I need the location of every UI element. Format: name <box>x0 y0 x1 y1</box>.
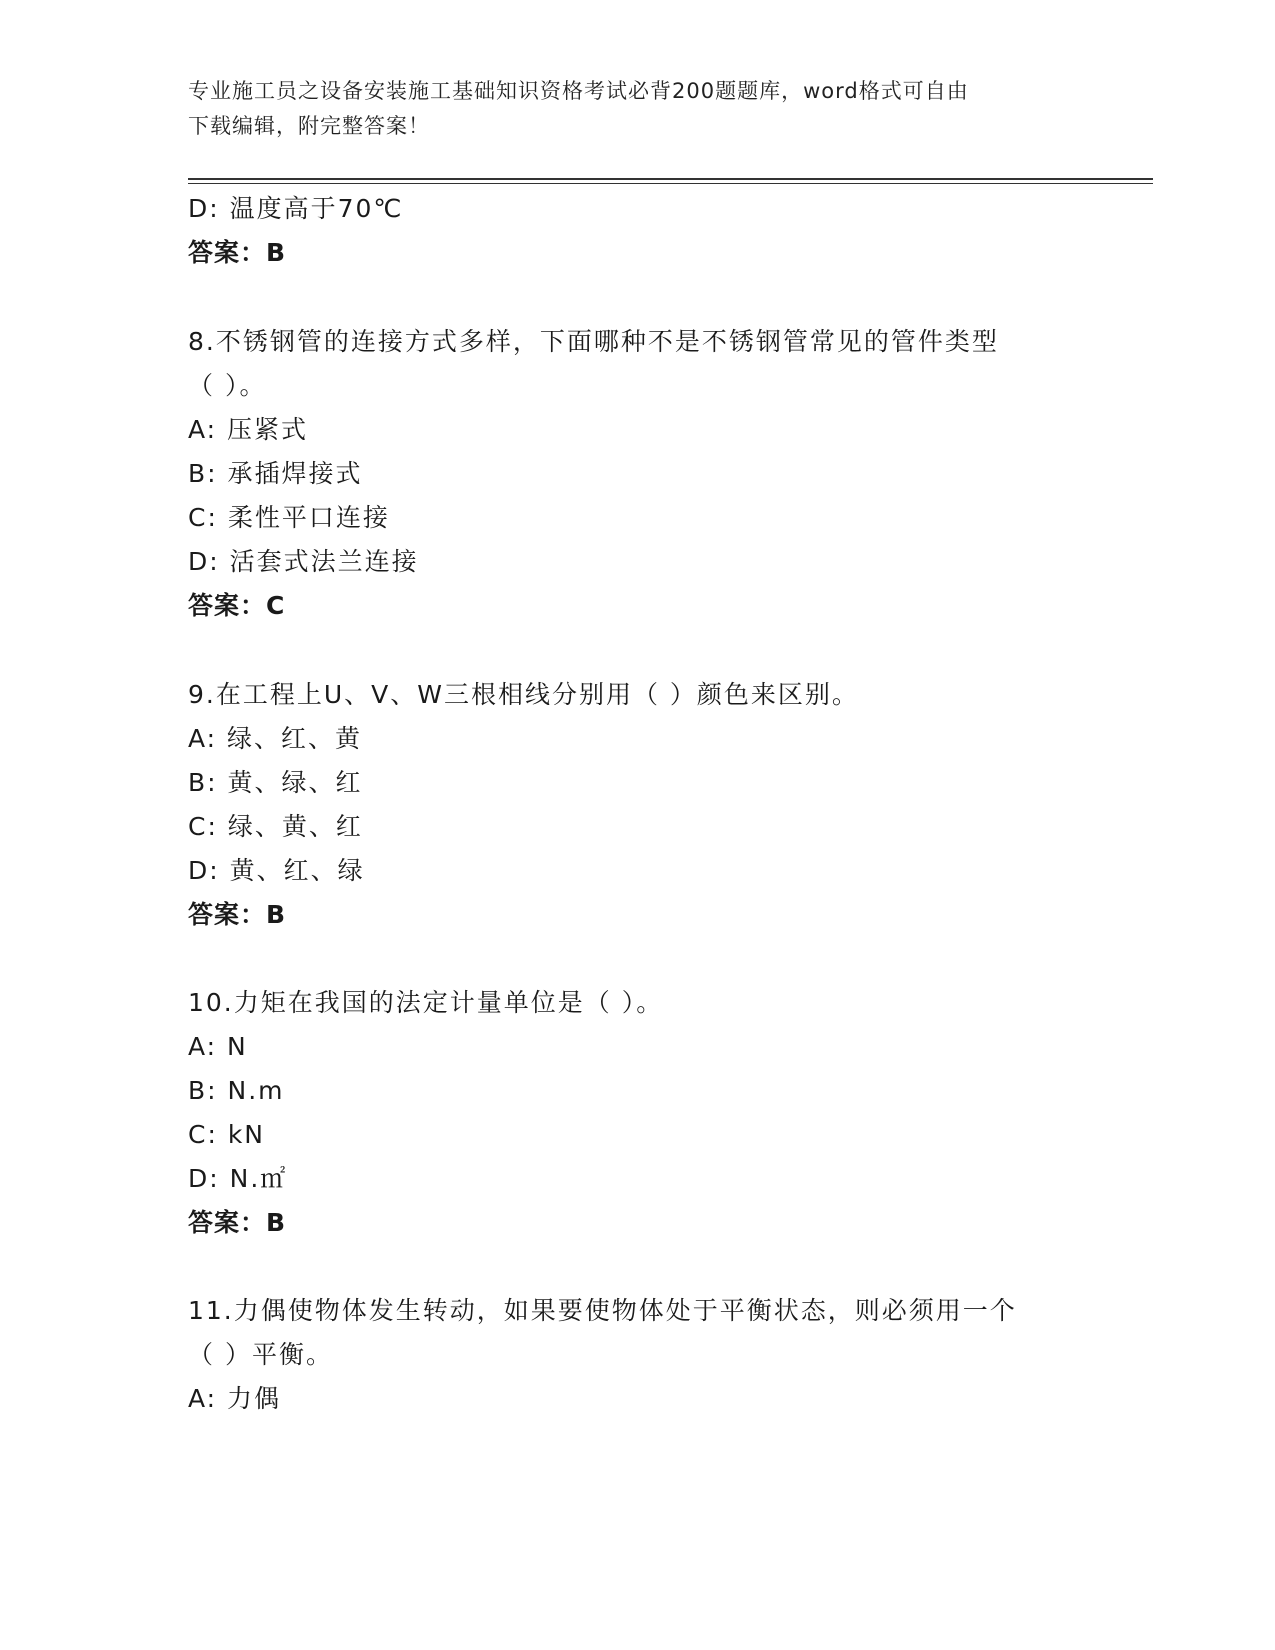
document-header <box>188 74 1088 144</box>
header-line-2: 下载编辑，附完整答案！ <box>188 114 430 138</box>
q8-option-b: B: 承插焊接式 <box>188 459 363 488</box>
q9-answer: 答案：B <box>188 900 287 929</box>
prev-answer: 答案：B <box>188 238 287 267</box>
q9-option-a: A: 绿、红、黄 <box>188 724 363 753</box>
prev-option-d: D: 温度高于70℃ <box>188 194 404 223</box>
header-divider-thick <box>188 178 1153 180</box>
q8-option-a: A: 压紧式 <box>188 415 309 444</box>
q10-stem-line-1: 10.力矩在我国的法定计量单位是（ ）。 <box>188 988 664 1017</box>
q10-option-c: C: kN <box>188 1120 266 1149</box>
q11-stem-line-2: （ ）平衡。 <box>188 1340 333 1369</box>
q11-stem-line-1: 11.力偶使物体发生转动，如果要使物体处于平衡状态，则必须用一个 <box>188 1296 1017 1325</box>
q9-stem-line-1: 9.在工程上U、V、W三根相线分别用（ ）颜色来区别。 <box>188 680 859 709</box>
q8-option-c: C: 柔性平口连接 <box>188 503 390 532</box>
q8-stem-line-2: （ ）。 <box>188 371 267 400</box>
q9-option-b: B: 黄、绿、红 <box>188 768 363 797</box>
q8-stem-line-1: 8.不锈钢管的连接方式多样，下面哪种不是不锈钢管常见的管件类型 <box>188 327 999 356</box>
q10-option-a: A: N <box>188 1032 248 1061</box>
q10-option-d: D: N.㎡ <box>188 1164 288 1193</box>
q11-option-a: A: 力偶 <box>188 1384 282 1413</box>
header-divider-thin <box>188 183 1153 184</box>
q9-option-c: C: 绿、黄、红 <box>188 812 363 841</box>
q10-answer: 答案：B <box>188 1208 287 1237</box>
q8-answer: 答案：C <box>188 591 286 620</box>
q9-option-d: D: 黄、红、绿 <box>188 856 365 885</box>
header-line-1: 专业施工员之设备安装施工基础知识资格考试必背200题题库，word格式可自由 <box>188 79 969 103</box>
q10-option-b: B: N.m <box>188 1076 285 1105</box>
q8-option-d: D: 活套式法兰连接 <box>188 547 419 576</box>
